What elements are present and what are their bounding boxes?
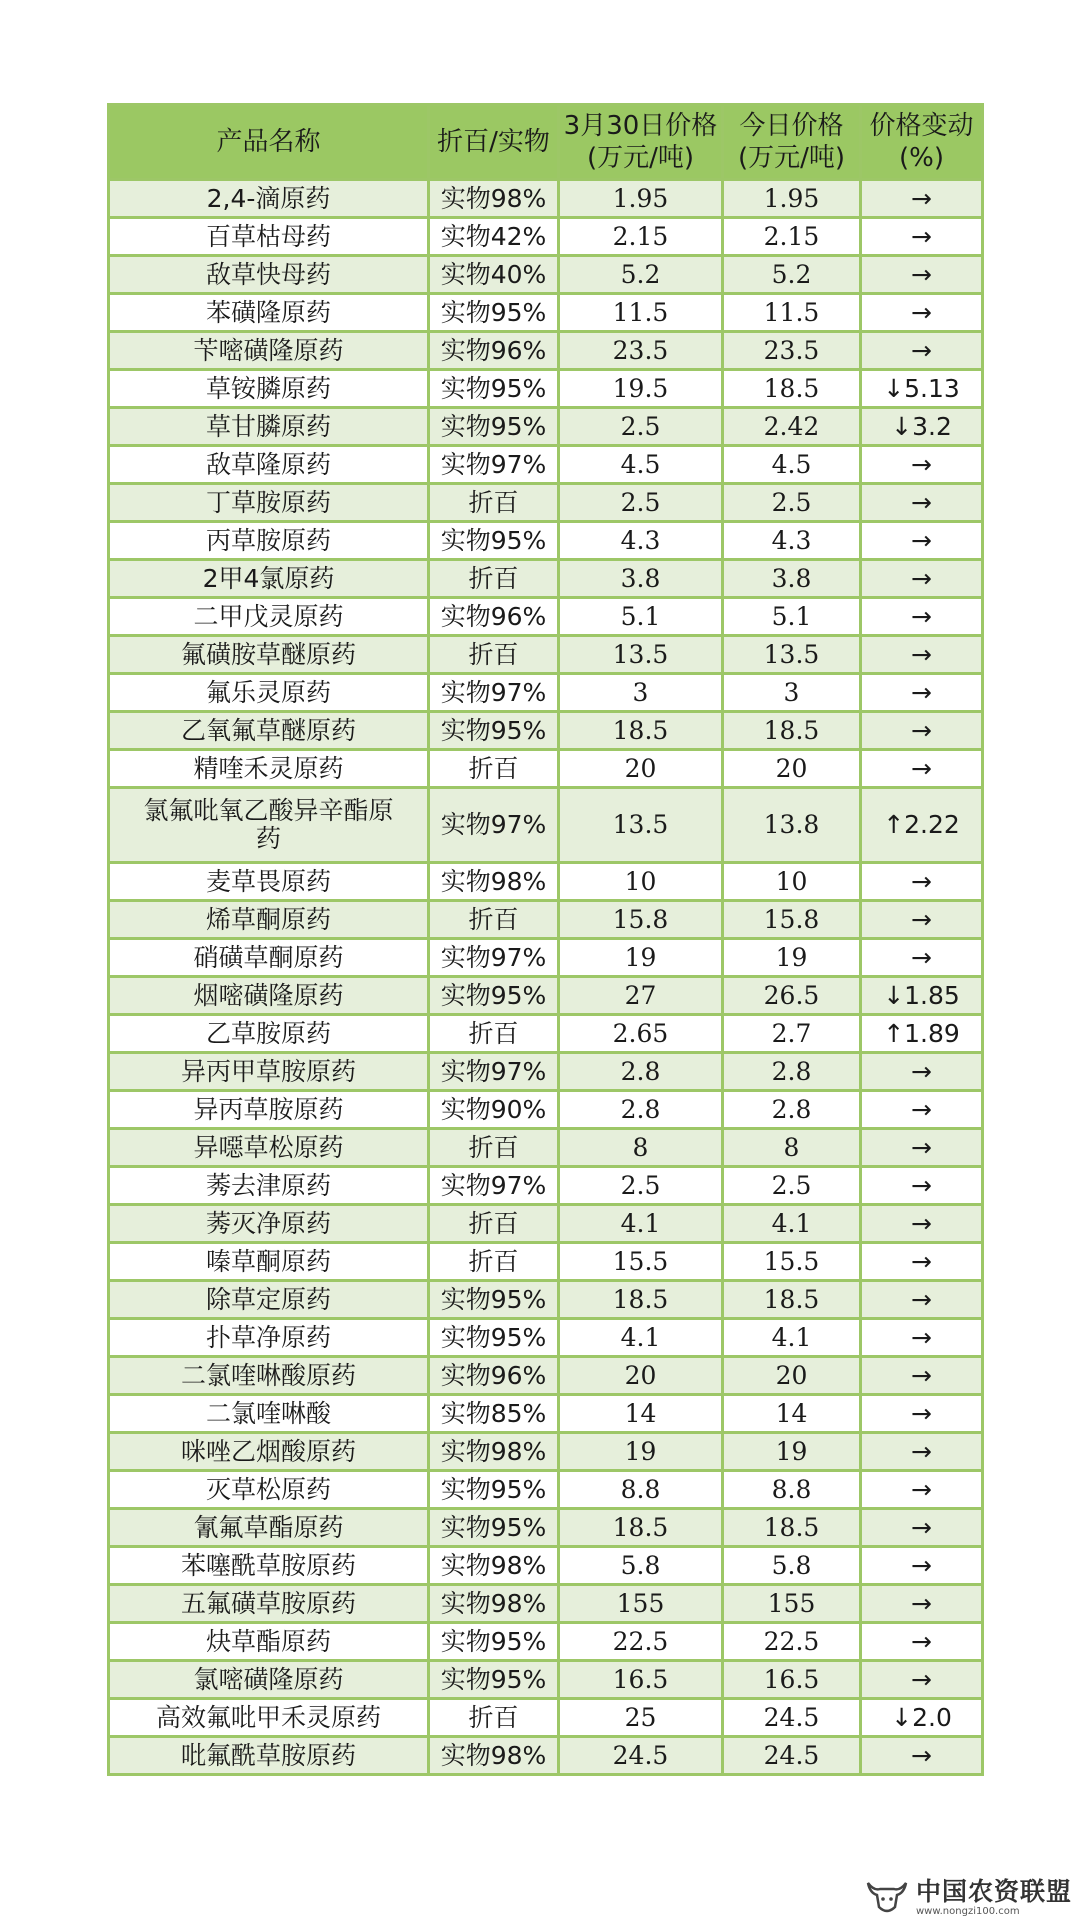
price-today-cell: 3.8: [723, 560, 861, 598]
header-price-march30: 3月30日价格 (万元/吨): [559, 105, 723, 180]
price-march30-cell: 15.8: [559, 901, 723, 939]
price-today-cell: 8: [723, 1129, 861, 1167]
table-row: [109, 1585, 983, 1623]
table-row: [109, 370, 983, 408]
price-change-cell: ↑1.89: [861, 1015, 983, 1053]
price-today-cell: 19: [723, 939, 861, 977]
price-march30-cell: 19: [559, 939, 723, 977]
price-today-cell: 2.7: [723, 1015, 861, 1053]
table-row: [109, 218, 983, 256]
basis-cell: 实物97%: [429, 788, 559, 863]
price-change-cell: →: [861, 712, 983, 750]
price-change-cell: →: [861, 1737, 983, 1775]
price-march30-cell: 2.5: [559, 484, 723, 522]
price-today-cell: 16.5: [723, 1661, 861, 1699]
basis-cell: 实物95%: [429, 408, 559, 446]
table-row: [109, 1471, 983, 1509]
table-row: [109, 1129, 983, 1167]
table-row: [109, 256, 983, 294]
price-march30-cell: 22.5: [559, 1623, 723, 1661]
basis-cell: 实物98%: [429, 1737, 559, 1775]
basis-cell: 实物97%: [429, 1167, 559, 1205]
price-change-cell: →: [861, 1243, 983, 1281]
basis-cell: 实物95%: [429, 522, 559, 560]
price-march30-cell: 18.5: [559, 1509, 723, 1547]
price-today-cell: 5.8: [723, 1547, 861, 1585]
product-name-cell: 氯氟吡氧乙酸异辛酯原 药: [109, 788, 429, 863]
price-march30-cell: 18.5: [559, 712, 723, 750]
price-change-cell: →: [861, 1471, 983, 1509]
basis-cell: 实物95%: [429, 1319, 559, 1357]
price-table: [107, 103, 984, 1776]
price-today-cell: 24.5: [723, 1699, 861, 1737]
table-row: [109, 674, 983, 712]
price-today-cell: 4.1: [723, 1205, 861, 1243]
product-name-cell: 二氯喹啉酸原药: [109, 1357, 429, 1395]
table-row: [109, 522, 983, 560]
price-change-cell: →: [861, 636, 983, 674]
price-change-cell: ↑2.22: [861, 788, 983, 863]
table-row: [109, 788, 983, 863]
price-change-cell: →: [861, 522, 983, 560]
price-today-cell: 18.5: [723, 1281, 861, 1319]
price-today-cell: 26.5: [723, 977, 861, 1015]
price-today-cell: 20: [723, 1357, 861, 1395]
table-row: [109, 1737, 983, 1775]
price-march30-cell: 8.8: [559, 1471, 723, 1509]
table-row: [109, 446, 983, 484]
product-name-cell: 氟磺胺草醚原药: [109, 636, 429, 674]
price-today-cell: 2.8: [723, 1053, 861, 1091]
price-today-cell: 5.2: [723, 256, 861, 294]
basis-cell: 实物97%: [429, 446, 559, 484]
price-march30-cell: 11.5: [559, 294, 723, 332]
basis-cell: 实物98%: [429, 1585, 559, 1623]
basis-cell: 实物85%: [429, 1395, 559, 1433]
price-march30-cell: 3.8: [559, 560, 723, 598]
product-name-cell: 咪唑乙烟酸原药: [109, 1433, 429, 1471]
basis-cell: 折百: [429, 1699, 559, 1737]
price-change-cell: →: [861, 1053, 983, 1091]
product-name-cell: 麦草畏原药: [109, 863, 429, 901]
basis-cell: 折百: [429, 1243, 559, 1281]
price-today-cell: 3: [723, 674, 861, 712]
price-march30-cell: 13.5: [559, 788, 723, 863]
price-march30-cell: 23.5: [559, 332, 723, 370]
product-name-cell: 丁草胺原药: [109, 484, 429, 522]
price-today-cell: 18.5: [723, 370, 861, 408]
table-row: [109, 332, 983, 370]
price-change-cell: →: [861, 560, 983, 598]
price-march30-cell: 14: [559, 1395, 723, 1433]
price-change-cell: ↓5.13: [861, 370, 983, 408]
price-today-cell: 18.5: [723, 712, 861, 750]
price-today-cell: 8.8: [723, 1471, 861, 1509]
basis-cell: 实物40%: [429, 256, 559, 294]
table-row: [109, 1357, 983, 1395]
price-march30-cell: 5.8: [559, 1547, 723, 1585]
table-row: [109, 484, 983, 522]
price-today-cell: 15.8: [723, 901, 861, 939]
basis-cell: 实物98%: [429, 180, 559, 218]
basis-cell: 实物95%: [429, 1471, 559, 1509]
product-name-cell: 氟乐灵原药: [109, 674, 429, 712]
price-today-cell: 2.5: [723, 484, 861, 522]
table-row: [109, 1395, 983, 1433]
product-name-cell: 扑草净原药: [109, 1319, 429, 1357]
price-march30-cell: 10: [559, 863, 723, 901]
product-name-cell: 氰氟草酯原药: [109, 1509, 429, 1547]
basis-cell: 实物95%: [429, 294, 559, 332]
price-change-cell: →: [861, 1509, 983, 1547]
price-today-cell: 155: [723, 1585, 861, 1623]
product-name-cell: 百草枯母药: [109, 218, 429, 256]
price-change-cell: →: [861, 1357, 983, 1395]
table-row: [109, 1661, 983, 1699]
table-row: [109, 939, 983, 977]
price-change-cell: →: [861, 674, 983, 712]
header-price-today: 今日价格 (万元/吨): [723, 105, 861, 180]
price-today-cell: 19: [723, 1433, 861, 1471]
price-today-cell: 18.5: [723, 1509, 861, 1547]
price-march30-cell: 18.5: [559, 1281, 723, 1319]
table-row: [109, 560, 983, 598]
basis-cell: 实物98%: [429, 1547, 559, 1585]
table-body: [109, 180, 983, 1775]
product-name-cell: 精喹禾灵原药: [109, 750, 429, 788]
price-march30-cell: 4.3: [559, 522, 723, 560]
price-change-cell: →: [861, 939, 983, 977]
basis-cell: 实物95%: [429, 1509, 559, 1547]
price-march30-cell: 16.5: [559, 1661, 723, 1699]
table-row: [109, 1167, 983, 1205]
price-today-cell: 22.5: [723, 1623, 861, 1661]
table-row: [109, 1547, 983, 1585]
product-name-cell: 异噁草松原药: [109, 1129, 429, 1167]
price-today-cell: 2.5: [723, 1167, 861, 1205]
price-today-cell: 13.5: [723, 636, 861, 674]
price-change-cell: →: [861, 1205, 983, 1243]
price-today-cell: 24.5: [723, 1737, 861, 1775]
basis-cell: 实物96%: [429, 332, 559, 370]
product-name-cell: 草铵膦原药: [109, 370, 429, 408]
basis-cell: 实物97%: [429, 674, 559, 712]
product-name-cell: 苯噻酰草胺原药: [109, 1547, 429, 1585]
price-march30-cell: 2.5: [559, 1167, 723, 1205]
product-name-cell: 异丙草胺原药: [109, 1091, 429, 1129]
price-march30-cell: 19.5: [559, 370, 723, 408]
price-march30-cell: 27: [559, 977, 723, 1015]
price-change-cell: →: [861, 901, 983, 939]
price-today-cell: 1.95: [723, 180, 861, 218]
price-march30-cell: 1.95: [559, 180, 723, 218]
basis-cell: 折百: [429, 1205, 559, 1243]
basis-cell: 折百: [429, 636, 559, 674]
price-march30-cell: 2.8: [559, 1053, 723, 1091]
table-row: [109, 863, 983, 901]
product-name-cell: 敌草隆原药: [109, 446, 429, 484]
table-row: [109, 180, 983, 218]
header-basis: 折百/实物: [429, 105, 559, 180]
price-march30-cell: 3: [559, 674, 723, 712]
basis-cell: 实物95%: [429, 1281, 559, 1319]
price-change-cell: →: [861, 1395, 983, 1433]
table-row: [109, 1053, 983, 1091]
price-today-cell: 2.42: [723, 408, 861, 446]
table-row: [109, 1319, 983, 1357]
basis-cell: 折百: [429, 901, 559, 939]
table-row: [109, 294, 983, 332]
product-name-cell: 高效氟吡甲禾灵原药: [109, 1699, 429, 1737]
bull-logo-icon: [864, 1877, 910, 1917]
basis-cell: 实物96%: [429, 598, 559, 636]
price-today-cell: 2.15: [723, 218, 861, 256]
price-march30-cell: 5.1: [559, 598, 723, 636]
price-march30-cell: 24.5: [559, 1737, 723, 1775]
basis-cell: 实物96%: [429, 1357, 559, 1395]
product-name-cell: 苯磺隆原药: [109, 294, 429, 332]
price-march30-cell: 20: [559, 750, 723, 788]
price-change-cell: →: [861, 598, 983, 636]
price-change-cell: →: [861, 1129, 983, 1167]
table-row: [109, 1281, 983, 1319]
price-march30-cell: 2.8: [559, 1091, 723, 1129]
price-march30-cell: 2.65: [559, 1015, 723, 1053]
price-change-cell: →: [861, 750, 983, 788]
product-name-cell: 五氟磺草胺原药: [109, 1585, 429, 1623]
basis-cell: 实物90%: [429, 1091, 559, 1129]
price-march30-cell: 2.5: [559, 408, 723, 446]
price-today-cell: 4.1: [723, 1319, 861, 1357]
price-change-cell: →: [861, 1319, 983, 1357]
product-name-cell: 苄嘧磺隆原药: [109, 332, 429, 370]
watermark-text: [916, 1878, 1072, 1917]
price-change-cell: →: [861, 1281, 983, 1319]
price-march30-cell: 20: [559, 1357, 723, 1395]
price-change-cell: →: [861, 1585, 983, 1623]
table-header: [109, 105, 983, 180]
price-today-cell: 20: [723, 750, 861, 788]
table-row: [109, 1433, 983, 1471]
table-row: [109, 636, 983, 674]
price-march30-cell: 8: [559, 1129, 723, 1167]
product-name-cell: 嗪草酮原药: [109, 1243, 429, 1281]
watermark: [864, 1876, 1074, 1918]
product-name-cell: 敌草快母药: [109, 256, 429, 294]
basis-cell: 实物97%: [429, 939, 559, 977]
price-today-cell: 11.5: [723, 294, 861, 332]
basis-cell: 折百: [429, 750, 559, 788]
basis-cell: 折百: [429, 484, 559, 522]
basis-cell: 折百: [429, 560, 559, 598]
table-row: [109, 712, 983, 750]
basis-cell: 折百: [429, 1129, 559, 1167]
price-march30-cell: 15.5: [559, 1243, 723, 1281]
price-change-cell: →: [861, 446, 983, 484]
product-name-cell: 二甲戊灵原药: [109, 598, 429, 636]
basis-cell: 折百: [429, 1015, 559, 1053]
basis-cell: 实物42%: [429, 218, 559, 256]
price-change-cell: →: [861, 1433, 983, 1471]
product-name-cell: 氯嘧磺隆原药: [109, 1661, 429, 1699]
price-change-cell: →: [861, 1547, 983, 1585]
price-march30-cell: 5.2: [559, 256, 723, 294]
price-march30-cell: 19: [559, 1433, 723, 1471]
product-name-cell: 2甲4氯原药: [109, 560, 429, 598]
basis-cell: 实物95%: [429, 977, 559, 1015]
price-today-cell: 15.5: [723, 1243, 861, 1281]
price-march30-cell: 2.15: [559, 218, 723, 256]
price-march30-cell: 25: [559, 1699, 723, 1737]
price-march30-cell: 4.1: [559, 1319, 723, 1357]
product-name-cell: 除草定原药: [109, 1281, 429, 1319]
product-name-cell: 硝磺草酮原药: [109, 939, 429, 977]
table-row: [109, 1205, 983, 1243]
product-name-cell: 烟嘧磺隆原药: [109, 977, 429, 1015]
header-price-change: 价格变动 (%): [861, 105, 983, 180]
product-name-cell: 莠去津原药: [109, 1167, 429, 1205]
product-name-cell: 灭草松原药: [109, 1471, 429, 1509]
product-name-cell: 烯草酮原药: [109, 901, 429, 939]
price-change-cell: →: [861, 256, 983, 294]
price-change-cell: →: [861, 484, 983, 522]
price-change-cell: ↓3.2: [861, 408, 983, 446]
product-name-cell: 2,4-滴原药: [109, 180, 429, 218]
basis-cell: 实物95%: [429, 1661, 559, 1699]
table-row: [109, 1243, 983, 1281]
price-today-cell: 2.8: [723, 1091, 861, 1129]
price-today-cell: 5.1: [723, 598, 861, 636]
table-row: [109, 1509, 983, 1547]
price-change-cell: →: [861, 218, 983, 256]
product-name-cell: 乙氧氟草醚原药: [109, 712, 429, 750]
product-name-cell: 炔草酯原药: [109, 1623, 429, 1661]
price-today-cell: 4.3: [723, 522, 861, 560]
price-change-cell: →: [861, 1623, 983, 1661]
basis-cell: 实物98%: [429, 1433, 559, 1471]
product-name-cell: 草甘膦原药: [109, 408, 429, 446]
price-march30-cell: 4.1: [559, 1205, 723, 1243]
watermark-name: 中国农资联盟: [916, 1876, 1073, 1906]
table-row: [109, 977, 983, 1015]
basis-cell: 实物97%: [429, 1053, 559, 1091]
price-today-cell: 10: [723, 863, 861, 901]
table-row: [109, 408, 983, 446]
product-name-cell: 吡氟酰草胺原药: [109, 1737, 429, 1775]
price-march30-cell: 13.5: [559, 636, 723, 674]
price-today-cell: 4.5: [723, 446, 861, 484]
price-today-cell: 23.5: [723, 332, 861, 370]
product-name-cell: 乙草胺原药: [109, 1015, 429, 1053]
product-name-cell: 丙草胺原药: [109, 522, 429, 560]
price-today-cell: 14: [723, 1395, 861, 1433]
table-row: [109, 1699, 983, 1737]
table-row: [109, 1015, 983, 1053]
price-march30-cell: 4.5: [559, 446, 723, 484]
product-name-cell: 二氯喹啉酸: [109, 1395, 429, 1433]
table-row: [109, 1091, 983, 1129]
price-change-cell: →: [861, 332, 983, 370]
price-change-cell: ↓2.0: [861, 1699, 983, 1737]
basis-cell: 实物95%: [429, 370, 559, 408]
basis-cell: 实物95%: [429, 712, 559, 750]
price-change-cell: ↓1.85: [861, 977, 983, 1015]
price-change-cell: →: [861, 863, 983, 901]
table-row: [109, 598, 983, 636]
price-today-cell: 13.8: [723, 788, 861, 863]
basis-cell: 实物98%: [429, 863, 559, 901]
basis-cell: 实物95%: [429, 1623, 559, 1661]
table-row: [109, 1623, 983, 1661]
watermark-url: www.nongzi100.com: [916, 1905, 1020, 1917]
price-change-cell: →: [861, 294, 983, 332]
header-row: [109, 105, 983, 180]
product-name-cell: 异丙甲草胺原药: [109, 1053, 429, 1091]
header-product-name: 产品名称: [109, 105, 429, 180]
product-name-cell: 莠灭净原药: [109, 1205, 429, 1243]
price-change-cell: →: [861, 180, 983, 218]
price-march30-cell: 155: [559, 1585, 723, 1623]
table-row: [109, 750, 983, 788]
table-row: [109, 901, 983, 939]
price-change-cell: →: [861, 1661, 983, 1699]
price-change-cell: →: [861, 1091, 983, 1129]
price-change-cell: →: [861, 1167, 983, 1205]
